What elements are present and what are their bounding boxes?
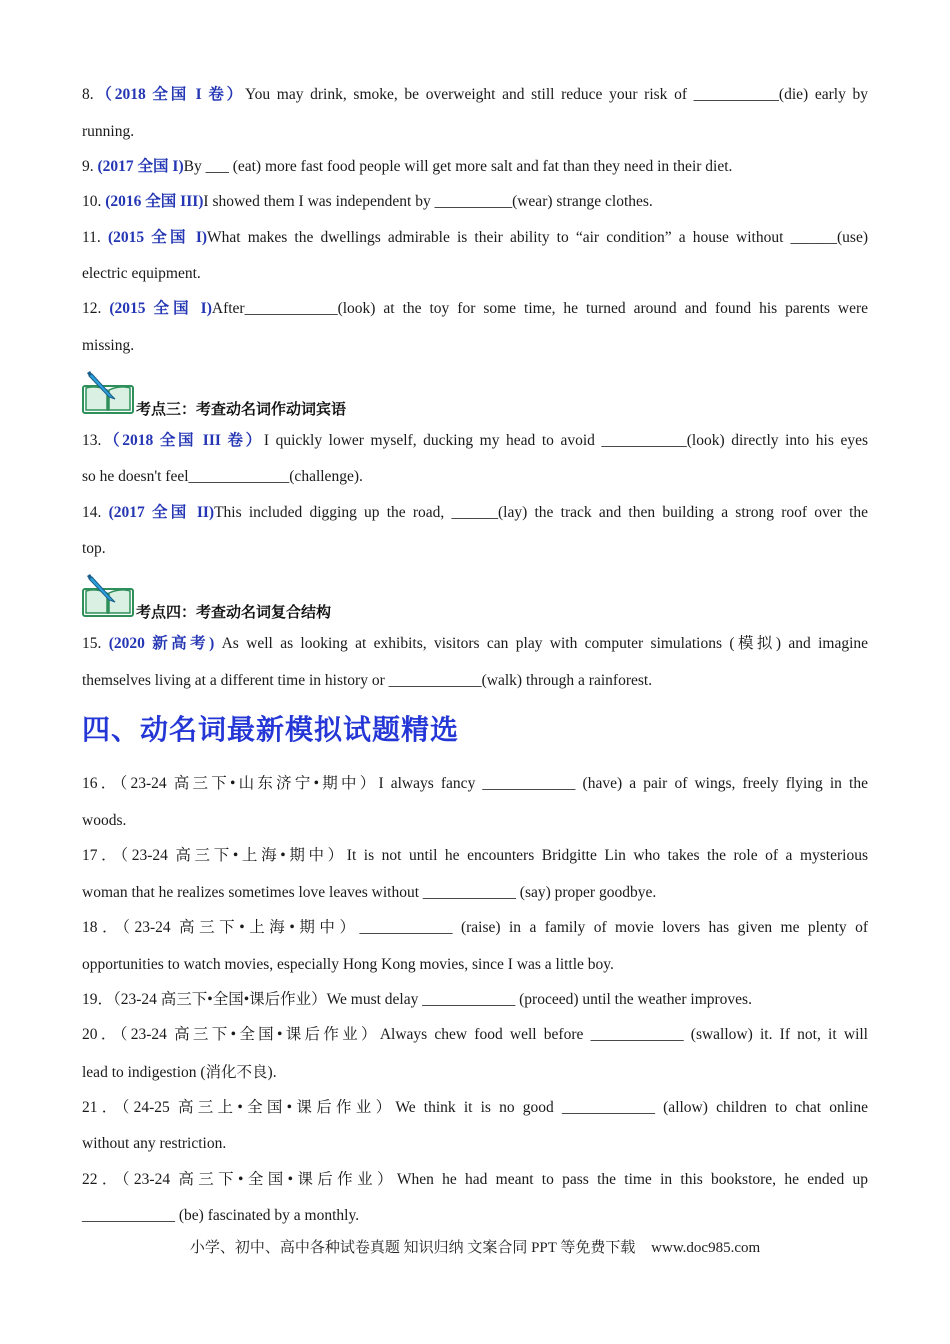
question-16-line-1: 16．（23-24 高三下•山东济宁•期中）I always fancy ____________ (have) a pair of wings, freely flying in the (82, 775, 868, 792)
question-number: 12. (82, 300, 102, 317)
question-19: 19．（23-24 高三下•全国•课后作业）We must delay ____________ (proceed) until the weather improves. (82, 991, 752, 1008)
question-source: (2015 全国 I) (107, 229, 208, 246)
question-14-line-2: top. (82, 540, 106, 557)
question-15-line-1 (82, 634, 868, 654)
question-8-line-2: running. (82, 123, 135, 140)
question-source: (2016 全国 III) (105, 193, 204, 210)
question-source: (2015 全国 I) (109, 300, 212, 317)
question-11-line-2: electric equipment. (82, 265, 201, 282)
question-number: 13. (82, 432, 102, 449)
section-title: 考点四：考查动名词复合结构 (136, 603, 332, 621)
book-pencil-icon (82, 573, 134, 617)
section-title: 考点三：考查动名词作动词宾语 (136, 400, 347, 418)
question-13-line-2: so he doesn't feel_____________(challenge). (82, 468, 363, 485)
question-17-line-1: 17．（23-24 高三下•上海•期中）It is not until he encounters Bridgitte Lin who takes the role of a mysterious (82, 847, 868, 864)
question-20-line-2: lead to indigestion (消化不良). (82, 1064, 277, 1081)
question-number: 11. (82, 229, 101, 246)
question-text: I quickly lower myself, ducking my head to avoid ___________(look) directly into his eyes (263, 432, 868, 449)
page-footer (0, 1236, 950, 1257)
question-13-line-1 (82, 431, 868, 451)
question-source: （2018 全国 I 卷） (93, 86, 245, 103)
question-text: I showed them I was independent by __________(wear) strange clothes. (203, 193, 653, 210)
question-source: (2020 新高考) (108, 635, 215, 652)
question-21-line-1: 21．（24-25 高三上•全国•课后作业）We think it is no good ____________ (allow) children to chat online (82, 1099, 868, 1116)
question-11-line-1 (82, 228, 868, 248)
question-18-line-2: opportunities to watch movies, especially Hong Kong movies, since I was a little boy. (82, 956, 614, 973)
question-text: As well as looking at exhibits, visitors can play with computer simulations (模拟) and imagine (221, 635, 869, 652)
question-number: 15. (82, 635, 102, 652)
question-number: 10. (82, 193, 102, 210)
question-8-line-1 (82, 85, 868, 105)
question-14-line-1 (82, 503, 868, 523)
question-21-line-2: without any restriction. (82, 1135, 227, 1152)
section-title-four: 四、动名词最新模拟试题精选 (82, 713, 460, 746)
question-22-line-2: ____________ (be) fascinated by a monthly. (82, 1207, 360, 1224)
question-number: 14. (82, 504, 102, 521)
question-15-line-2: themselves living at a different time in history or ____________(walk) through a rainforest. (82, 672, 653, 689)
question-text: By ___ (eat) more fast food people will get more salt and fat than they need in their diet. (183, 158, 733, 175)
footer-text: 小学、初中、高中各种试卷真题 知识归纳 文案合同 PPT 等免费下载 (189, 1240, 636, 1256)
footer-url[interactable]: www.doc985.com (651, 1240, 761, 1256)
question-9 (82, 157, 868, 177)
question-17-line-2: woman that he realizes sometimes love leaves without ____________ (say) proper goodbye. (82, 884, 657, 901)
question-20-line-1: 20．（23-24 高三下•全国•课后作业）Always chew food well before ____________ (swallow) it. If not, it will (82, 1026, 868, 1043)
question-number: 9. (82, 158, 94, 175)
question-12-line-2: missing. (82, 337, 135, 354)
question-22-line-1: 22．（23-24 高三下•全国•课后作业）When he had meant to pass the time in this bookstore, he ended up (82, 1171, 868, 1188)
question-source: （2018 全国 III 卷） (101, 432, 264, 449)
question-12-line-1 (82, 299, 868, 319)
question-number: 8. (82, 86, 94, 103)
question-text: You may drink, smoke, be overweight and still reduce your risk of ___________(die) early by (244, 86, 868, 103)
question-16-line-2: woods. (82, 812, 127, 829)
question-source: (2017 全国 II) (108, 504, 215, 521)
book-pencil-icon (82, 370, 134, 414)
question-10 (82, 192, 868, 212)
question-text: After____________(look) at the toy for some time, he turned around and found his parents were (211, 300, 869, 317)
question-text: This included digging up the road, ______(lay) the track and then building a strong roof over the (214, 504, 869, 521)
question-text: What makes the dwellings admirable is their ability to “air condition” a house without ______(use) (207, 229, 869, 246)
question-18-line-1: 18．（23-24 高三下•上海•期中）____________ (raise) in a family of movie lovers has given me plenty of (82, 919, 868, 936)
question-source: (2017 全国 I) (97, 158, 184, 175)
